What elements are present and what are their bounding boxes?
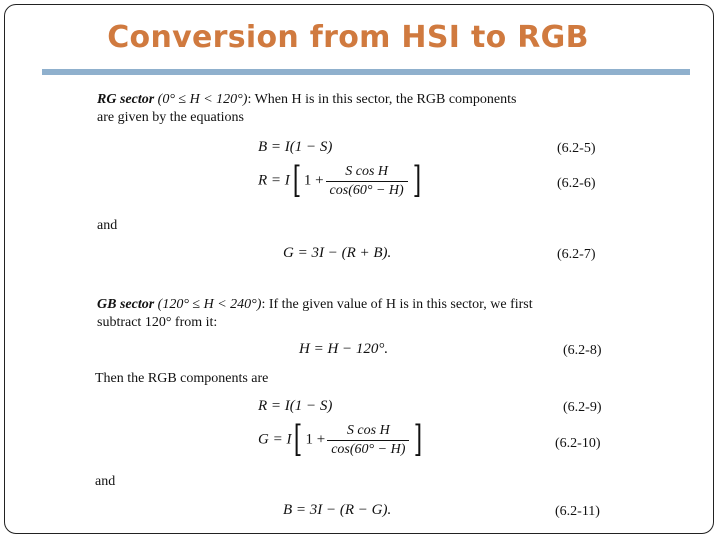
gb-eq-g-number: (6.2-10)	[555, 436, 601, 451]
gb-eq-g-lhs: G = I	[258, 431, 292, 448]
rg-eq-b-number: (6.2-5)	[557, 141, 596, 156]
gb-eq-b: B = 3I − (R − G).	[283, 502, 392, 518]
rg-and: and	[97, 218, 118, 233]
gb-sector-intro	[97, 296, 533, 314]
gb-sector-text-line1: : If the given value of H is in this sector, we first	[261, 297, 533, 312]
gb-sector-label: GB sector	[97, 297, 155, 312]
gb-sector-range: (120° ≤ H < 240°)	[157, 297, 262, 312]
slide-title: Conversion from HSI to RGB	[107, 20, 589, 55]
rg-eq-r: R = I[ 1 + $\frac{\text{S cos H}}{\cos(60^\circ - H)}$ ]	[258, 160, 421, 201]
rg-eq-r-numerator: S cos H	[326, 164, 408, 182]
gb-eq-g-numerator: S cos H	[327, 423, 409, 441]
rg-eq-g-number: (6.2-7)	[557, 247, 596, 262]
rg-sector-range: (0° ≤ H < 120°)	[157, 92, 248, 107]
gb-sector-text-line2: subtract 120° from it:	[97, 315, 218, 330]
rg-sector-text-line2: are given by the equations	[97, 110, 244, 125]
gb-and: and	[95, 474, 116, 489]
gb-eq-g-denominator: cos(60° − H)	[331, 441, 406, 457]
gb-eq-g: G = I[ 1 + $\frac{\text{S cos H}}{\cos(60^\circ - H)}$ ]	[258, 419, 423, 460]
rg-eq-r-denominator: cos(60° − H)	[329, 182, 404, 198]
gb-eq-h-number: (6.2-8)	[563, 343, 602, 358]
gb-eq-g-fraction	[327, 423, 409, 458]
rg-eq-g: G = 3I − (R + B).	[283, 245, 392, 261]
rg-eq-r-fraction	[326, 164, 408, 199]
gb-eq-g-one: 1 +	[305, 431, 326, 448]
gb-eq-r: R = I(1 − S)	[258, 398, 333, 414]
rg-eq-r-number: (6.2-6)	[557, 176, 596, 191]
rg-eq-r-lhs: R = I	[258, 172, 290, 189]
gb-then-text: Then the RGB components are	[95, 371, 269, 386]
rg-sector-intro	[97, 91, 516, 109]
rg-eq-r-one: 1 +	[303, 172, 324, 189]
rg-sector-label: RG sector	[97, 92, 155, 107]
gb-eq-h: H = H − 120°.	[299, 341, 389, 357]
rg-sector-text-line1: : When H is in this sector, the RGB components	[247, 92, 517, 107]
rg-eq-b: B = I(1 − S)	[258, 139, 333, 155]
gb-eq-b-number: (6.2-11)	[555, 504, 600, 519]
gb-eq-r-number: (6.2-9)	[563, 400, 602, 415]
title-divider	[42, 69, 690, 75]
